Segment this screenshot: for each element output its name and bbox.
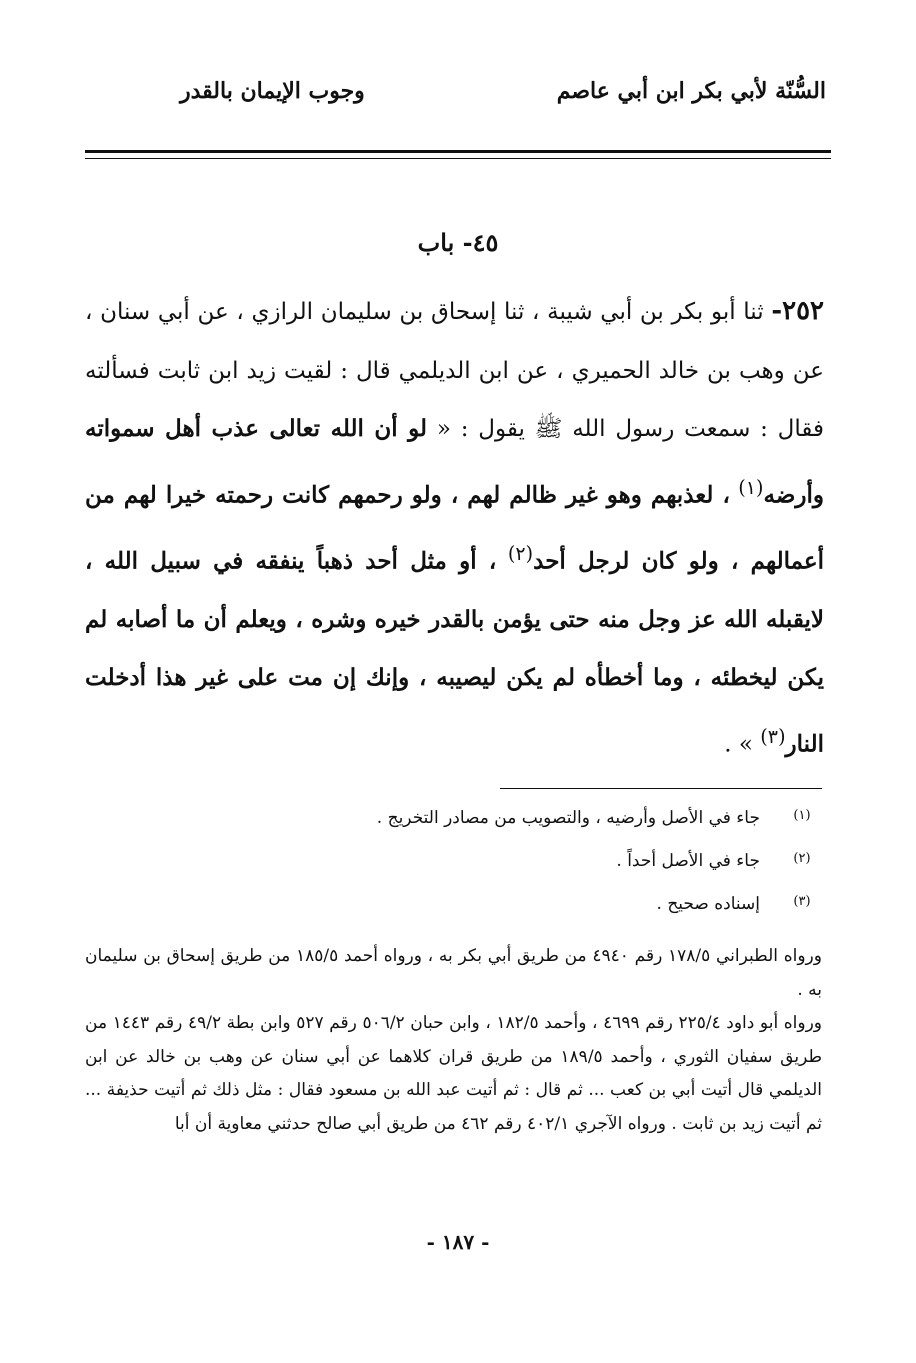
running-header [80,78,826,118]
takhrij-notes [85,940,822,1141]
page-number: - ١٨٧ - [426,1230,490,1254]
footnote-mark: (١) [793,808,811,823]
footnote-ref-2: (٢) [507,541,534,565]
footnote-ref-1: (١) [738,475,764,499]
chapter-heading: ٤٥- باب [417,228,499,257]
footnote-text: إسناده صحيح . [656,894,760,914]
hadith-text [85,282,824,774]
takhrij-paragraph: ورواه أبو داود ٢٢٥/٤ رقم ٤٦٩٩ ، وأحمد ١٨٢/٥ ، وابن حبان ٥٠٦/٢ رقم ٥٢٧ وابن بطة ٤٩/٢ رقم ١٤٤٣ من طريق سفيان الثوري ، وأحمد ١٨٩/٥ من طريق قران كلاهما عن أبي سنان عن وهب بن خالد عن ابن الديلمي قال أتيت أبي بن كعب ... ثم قال : ثم أتيت عبد الله بن مسعود فقال : مثل ذلك ثم أتيت حذيفة ... ثم أتيت زيد بن ثابت . ورواه الآجري ٤٠٢/١ رقم ٤٦٢ من طريق أبي صالح حدثني معاوية أن أبا [85,1013,822,1134]
footnote-ref-3: (٣) [760,724,786,748]
book-title: السُّنّة لأبي بكر ابن أبي عاصم [556,78,826,104]
header-rule-thick [85,150,831,153]
hadith-matn-3: ، أو مثل أحد ذهباً ينفقه في سبيل الله ، لايقبله الله عز وجل منه حتى يؤمن بالقدر خيره وشره ، ويعلم أن ما أصابه لم يكن ليخطئه ، وما أخطأه لم يكن ليصيبه ، وإنك إن مت على غير هذا أدخلت النار [85,547,824,758]
hadith-matn-1: لو أن الله تعالى عذب أهل سمواته وأرضه [85,415,824,509]
footnote-mark: (٢) [793,851,811,866]
footnote-mark: (٣) [793,894,811,909]
hadith-matn-2: ، لعذبهم وهو غير ظالم لهم ، ولو رحمهم كانت رحمته خيرا لهم من أعمالهم ، ولو كان لرجل أحد [85,481,824,575]
takhrij-paragraph: ورواه الطبراني ١٧٨/٥ رقم ٤٩٤٠ من طريق أبي بكر به ، ورواه أحمد ١٨٥/٥ من طريق إسحاق بن سليمان به . [85,946,822,1000]
hadith-closing: » . [724,731,753,758]
hadith-number: ٢٥٢- [771,296,825,326]
hadith-isnad: ثنا أبو بكر بن أبي شيبة ، ثنا إسحاق بن سليمان الرازي ، عن أبي سنان ، عن وهب بن خالد الحميري ، عن ابن الديلمي قال : لقيت زيد ابن ثابت فسألته فقال : سمعت رسول الله ﷺ يقول : « [85,299,825,442]
section-title: وجوب الإيمان بالقدر [180,78,365,104]
footnote-separator [500,788,822,789]
header-rule-thin [85,158,831,159]
footnote-text: جاء في الأصل وأرضيه ، والتصويب من مصادر التخريج . [376,808,760,828]
footnote-text: جاء في الأصل أحداً . [616,851,760,871]
